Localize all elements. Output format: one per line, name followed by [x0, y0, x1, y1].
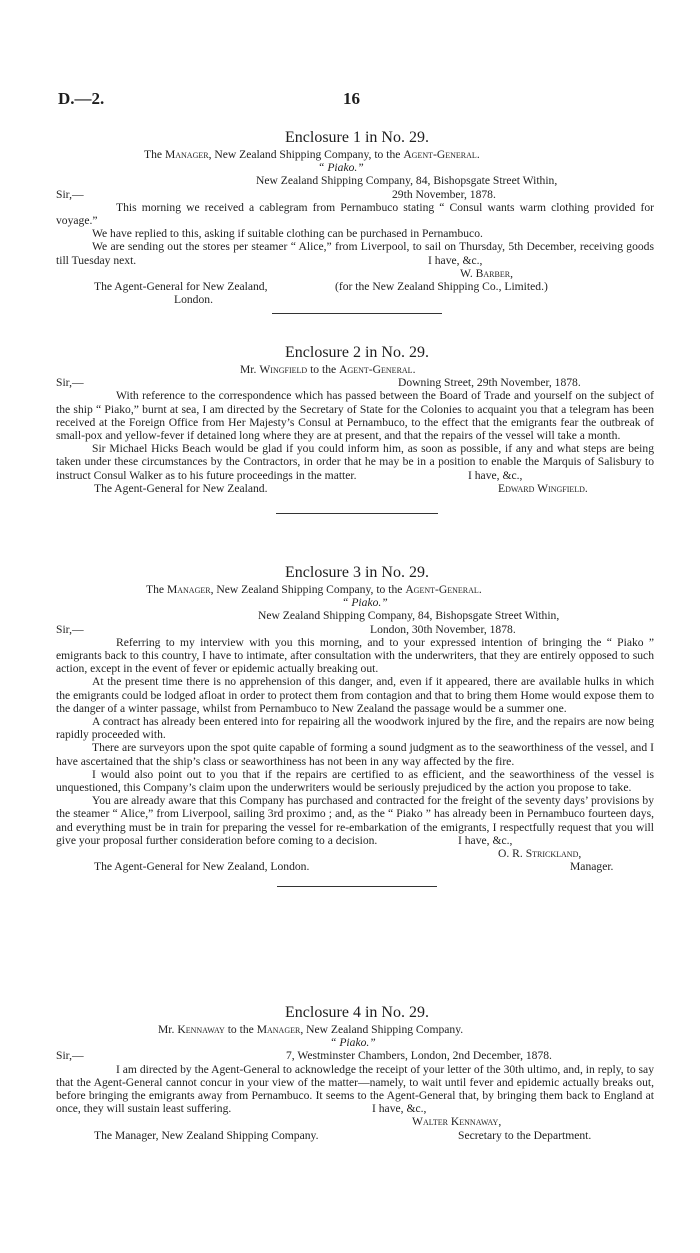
closing: I have, &c.,	[458, 833, 513, 847]
enclosure-1	[56, 128, 654, 314]
addressee-row	[60, 482, 654, 495]
letter-paragraph: At the present time there is no apprehension of this danger, and, even if it appeared, there are available hulks in which the emigrants could be lodged afloat in order to protect them from contagion and that to bring them Home would expose them to the danger of a winter passage, whilst from Pernambuco to New Zealand the passage would be a summer one.	[56, 675, 654, 715]
salutation: Sir,—	[56, 622, 84, 636]
salutation: Sir,—	[56, 187, 84, 201]
sender-address: New Zealand Shipping Company, 84, Bishopsgate Street Within,	[258, 609, 560, 623]
signature: Walter Kennaway,	[412, 1115, 502, 1129]
signature: O. R. Strickland,	[498, 847, 582, 860]
letter-date: 29th November, 1878.	[392, 187, 496, 201]
letter-date: London, 30th November, 1878.	[370, 622, 516, 636]
letter-paragraph: You are already aware that this Company has purchased and contracted for the freight of the seventy days’ provisions by the steamer “ Alice,” from Liverpool, sailing 3rd proximo ; and, as the “ Piako ” has already been in Pernambuco fourteen days, and everything must be in train for preparing the vessel for re-embarkation of the emigrants, I respectfully request that you will give your proposal further consideration before coming to a decision.	[56, 794, 654, 847]
ship-name: “ Piako.”	[318, 161, 364, 175]
enclosure-title: Enclosure 3 in No. 29.	[285, 564, 429, 581]
document-reference: D.—2.	[58, 89, 105, 108]
salutation-date-row	[56, 376, 654, 390]
divider	[272, 313, 442, 314]
closing: I have, &c.,	[468, 468, 523, 482]
page-number: 16	[343, 89, 360, 108]
addressee: The Agent-General for New Zealand,	[94, 279, 268, 293]
addressee: The Agent-General for New Zealand.	[94, 481, 268, 495]
salutation-date-row	[56, 187, 654, 201]
addressee-row	[60, 280, 654, 293]
letter-paragraph: With reference to the correspondence which has passed between the Board of Trade and yourself on the subject of the ship “ Piako,” burnt at sea, I am directed by the Secretary of State for the Colonies to acquaint you that a telegram has been received at the Foreign Office from Her Majesty’s Consul at Pernambuco, to the effect that the emigrants fear the outbreak of small-pox and yellow-fever if detained long where they are at present, and that the repairs of the vessel will take a month.	[56, 389, 654, 442]
addressee: The Manager, New Zealand Shipping Company.	[94, 1128, 319, 1142]
signature: W. Barber,	[460, 266, 513, 280]
letter-paragraph: I am directed by the Agent-General to acknowledge the receipt of your letter of the 30th ultimo, and, in reply, to say that the Agent-General cannot concur in your view of the matter—namely, to wait until fever and epidemic actually breaks out, before bringing the emigrants away from Pernambuco. It seems to the Agent-General that, by bringing them back to England at once, they will sustain least suffering.	[56, 1062, 654, 1116]
letter-paragraph: Referring to my interview with you this morning, and to your expressed intention of bringing the “ Piako ” emigrants back to this country, I have to intimate, after consultation with the underwriters, that they are entirely opposed to such action, except in the event of fever or epidemic actually breaking out.	[56, 635, 654, 676]
enclosure-title: Enclosure 4 in No. 29.	[285, 1004, 429, 1021]
salutation-date-row	[56, 622, 654, 636]
enclosure-heading: Mr. Wingfield to the Agent-General.	[240, 363, 416, 376]
salutation: Sir,—	[56, 376, 84, 390]
signature-title: Manager.	[570, 860, 614, 874]
divider	[277, 886, 437, 887]
letter-paragraph: Sir Michael Hicks Beach would be glad if you could inform him, as soon as possible, if any and what steps are being taken under these circumstances by the Contractors, in order that he may be in a position to enable the Marquis of Salisbury to instruct Consul Walker as to his future proceedings in the matter.	[56, 442, 654, 482]
enclosure-2	[56, 343, 654, 514]
enclosure-heading: The Manager, New Zealand Shipping Company, to the Agent-General.	[146, 583, 482, 596]
addressee-row	[60, 1129, 654, 1142]
enclosure-title: Enclosure 1 in No. 29.	[285, 129, 429, 146]
ship-name: “ Piako.”	[330, 1036, 376, 1050]
closing: I have, &c.,	[372, 1102, 427, 1116]
salutation: Sir,—	[56, 1049, 84, 1063]
letter-paragraph: This morning we received a cablegram from Pernambuco stating “ Consul wants warm clothing provided for voyage.”	[56, 200, 654, 227]
letter-date: Downing Street, 29th November, 1878.	[398, 376, 581, 390]
divider	[276, 513, 438, 514]
enclosure-heading: Mr. Kennaway to the Manager, New Zealand Shipping Company.	[158, 1023, 464, 1036]
closing: I have, &c.,	[428, 253, 483, 267]
enclosure-title: Enclosure 2 in No. 29.	[285, 344, 429, 361]
salutation-date-row	[56, 1049, 654, 1063]
addressee-row	[60, 860, 654, 873]
signature-title: Secretary to the Department.	[458, 1128, 592, 1142]
letter-paragraph: There are surveyors upon the spot quite capable of forming a sound judgment as to the seaworthiness of the vessel, and I have ascertained that the ship’s class or seaworthiness has not been in any way affected by the fire.	[56, 741, 654, 768]
ship-name: “ Piako.”	[342, 596, 388, 610]
enclosure-3	[56, 563, 654, 887]
letter-paragraph: A contract has already been entered into for repairing all the woodwork injured by the fire, and the repairs are now being rapidly proceeded with.	[56, 714, 654, 742]
letter-paragraph: We have replied to this, asking if suitable clothing can be purchased in Pernambuco.	[92, 227, 483, 241]
enclosure-heading: The Manager, New Zealand Shipping Company, to the Agent-General.	[144, 148, 480, 161]
signature-company: (for the New Zealand Shipping Co., Limited.)	[335, 279, 548, 293]
letter-date: 7, Westminster Chambers, London, 2nd December, 1878.	[286, 1049, 552, 1063]
signature: Edward Wingfield.	[498, 481, 588, 495]
letter-paragraph: We are sending out the stores per steamer “ Alice,” from Liverpool, to sail on Thursday, 5th December, receiving goods till Tuesday next.	[56, 240, 654, 267]
addressee: The Agent-General for New Zealand, London.	[94, 860, 310, 874]
letter-paragraph: I would also point out to you that if the repairs are certified to as efficient, and the seaworthiness of the vessel is unquestioned, this Company’s claim upon the underwriters would be seriously prejudiced by the action you propose to take.	[56, 767, 654, 794]
addressee-city: London.	[174, 293, 213, 307]
enclosure-4	[56, 1003, 654, 1142]
sender-address: New Zealand Shipping Company, 84, Bishopsgate Street Within,	[256, 174, 558, 188]
